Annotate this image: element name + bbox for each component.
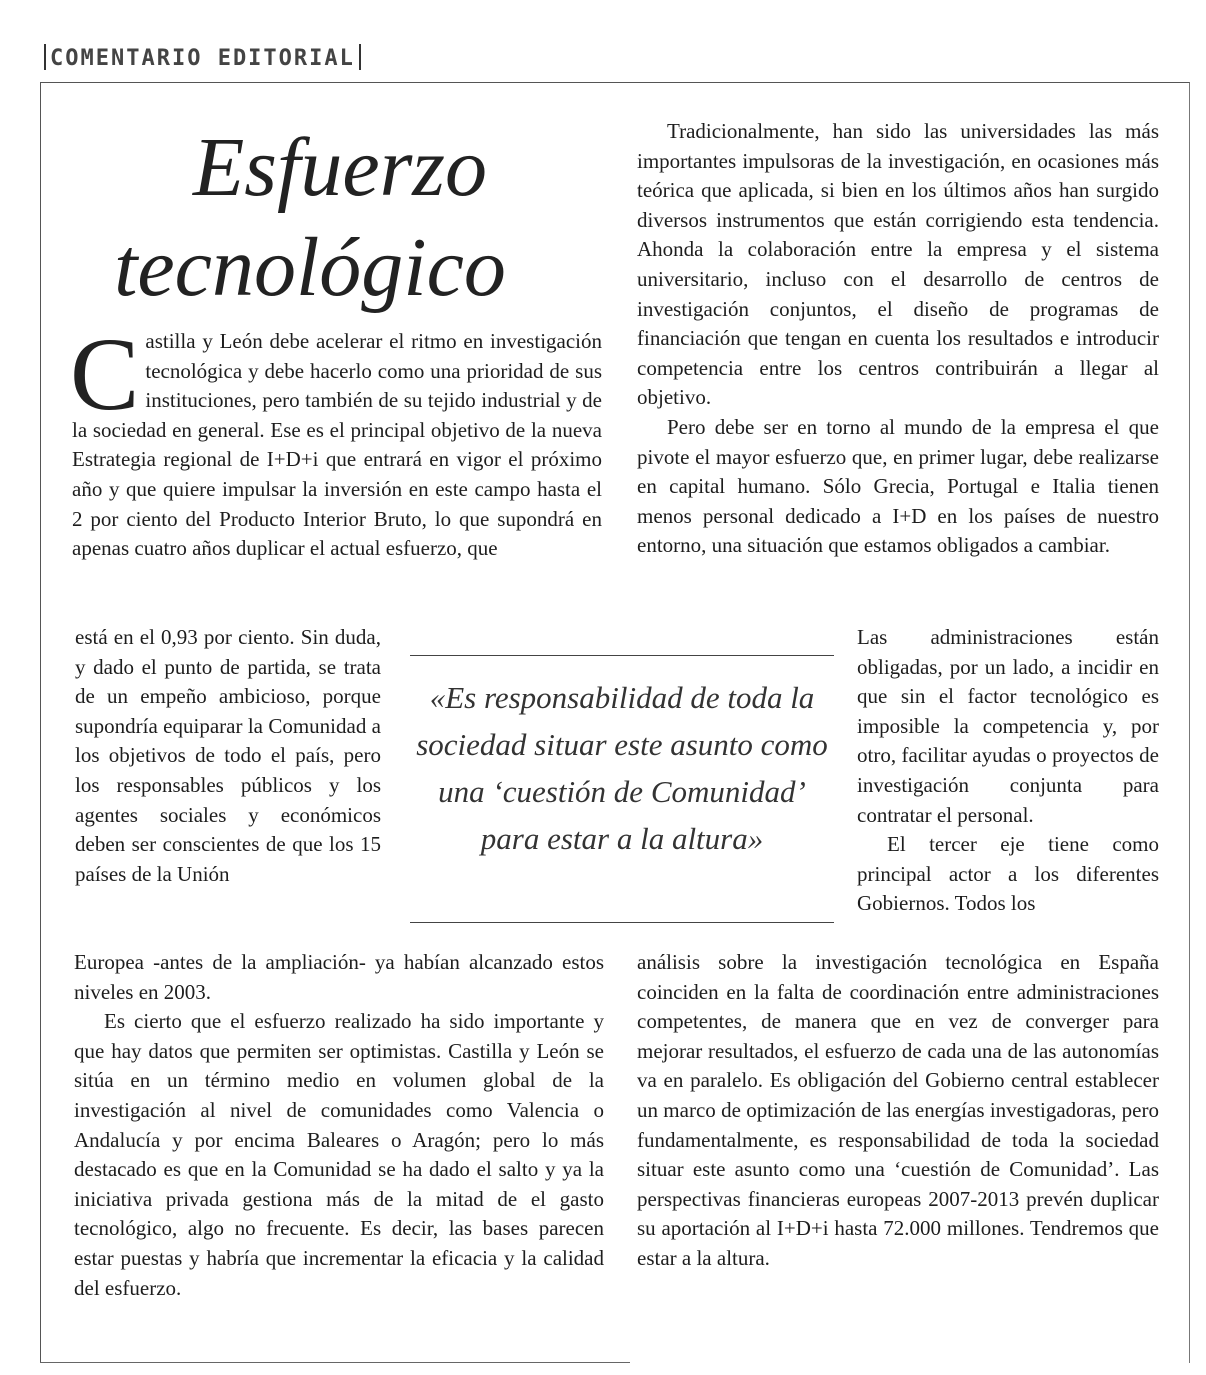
paragraph-text: astilla y León debe acelerar el ritmo en investigación tecnológica y debe hacerlo como una prioridad de sus instituciones, pero también de su tejido industrial y de la sociedad en general. Ese es el principal objetivo de la nueva Estrategia regional de I+D+i que entrará en vigor el próximo año y que quiere impulsar la inversión en este campo hasta el 2 por ciento del Producto Interior Bruto, lo que supondrá en apenas cuatro años duplicar el actual esfuerzo, que (72, 329, 602, 561)
paragraph: Es cierto que el esfuerzo realizado ha sido importante y que hay datos que permiten ser optimistas. Castilla y León se sitúa en un término medio en volumen global de la investigación al nivel de comunidades como Valencia o Andalucía y por encima Baleares o Aragón; pero lo más destacado es que en la Comunidad se ha dado el salto y ya la iniciativa privada gestiona más de la mitad de el gasto tecnológico, algo no frecuente. Es decir, las bases parecen estar puestas y habría que incrementar la eficacia y la calidad del esfuerzo. (74, 1009, 604, 1300)
paragraph (70, 317, 602, 564)
left-column-bottom (74, 948, 604, 1303)
article-title (114, 118, 560, 318)
left-column-narrow (75, 623, 381, 889)
paragraph-continued: Europea -antes de la ampliación- ya habían alcanzado estos niveles en 2003. (74, 950, 604, 1004)
drop-cap: C (70, 317, 140, 432)
pull-quote-text: «Es responsabilidad de toda la sociedad situar este asunto como una ‘cuestión de Comunidad’ para estar a la altura» (416, 680, 828, 856)
header-bar-left (44, 44, 46, 70)
title-line-1: Esfuerzo (193, 121, 487, 214)
right-column-bottom (637, 948, 1159, 1274)
paragraph: Las administraciones están obligadas, por un lado, a incidir en que sin el factor tecnológico es imposible la competencia y, por otro, facilitar ayudas o proyectos de investigación conjunta para contratar el personal. (857, 625, 1159, 827)
section-header (40, 44, 365, 71)
paragraph: Pero debe ser en torno al mundo de la empresa el que pivote el mayor esfuerzo que, en primer lugar, debe realizarse en capital humano. Sólo Grecia, Portugal e Italia tienen menos personal dedicado a I+D en los países de nuestro entorno, una situación que estamos obligados a cambiar. (637, 414, 1159, 558)
paragraph-continued: análisis sobre la investigación tecnológica en España coinciden en la falta de coordinación entre administraciones competentes, de manera que en vez de converger para mejorar resultados, el esfuerzo de cada una de las autonomías va en paralelo. Es obligación del Gobierno central establecer un marco de optimización de las energías investigadoras, pero fundamentalmente, es responsabilidad de toda la sociedad situar este asunto como una ‘cuestión de Comunidad’. Las perspectivas financieras europeas 2007-2013 prevén duplicar su aportación al I+D+i hasta 72.000 millones. Tendremos que estar a la altura. (637, 950, 1159, 1270)
right-column-narrow (857, 623, 1159, 919)
paragraph: Tradicionalmente, han sido las universidades las más importantes impulsoras de la investigación, en ocasiones más teórica que aplicada, si bien en los últimos años han surgido diversos instrumentos que están corrigiendo esta tendencia. Ahonda la colaboración entre la empresa y el sistema universitario, incluso con el desarrollo de centros de investigación conjuntos, el diseño de programas de financiación que tengan en cuenta los resultados e introducir competencia entre los centros contribuirán a llegar al objetivo. (637, 119, 1159, 410)
paragraph: El tercer eje tiene como principal actor a los diferentes Gobiernos. Todos los (857, 832, 1159, 916)
left-column-top (70, 317, 602, 564)
title-line-2: tecnológico (114, 221, 506, 314)
section-label: COMENTARIO EDITORIAL (50, 46, 355, 71)
paragraph-continued: está en el 0,93 por ciento. Sin duda, y dado el punto de partida, se trata de un empeño ambicioso, porque supondría equiparar la Comunidad a los objetivos de todo el país, pero los responsables públicos y los agentes sociales y económicos deben ser conscientes de que los 15 países de la Unión (75, 625, 381, 886)
pull-quote (410, 655, 834, 923)
frame-bottom-rule (40, 1362, 630, 1363)
right-column-top (637, 117, 1159, 561)
header-bar-right (359, 44, 361, 70)
